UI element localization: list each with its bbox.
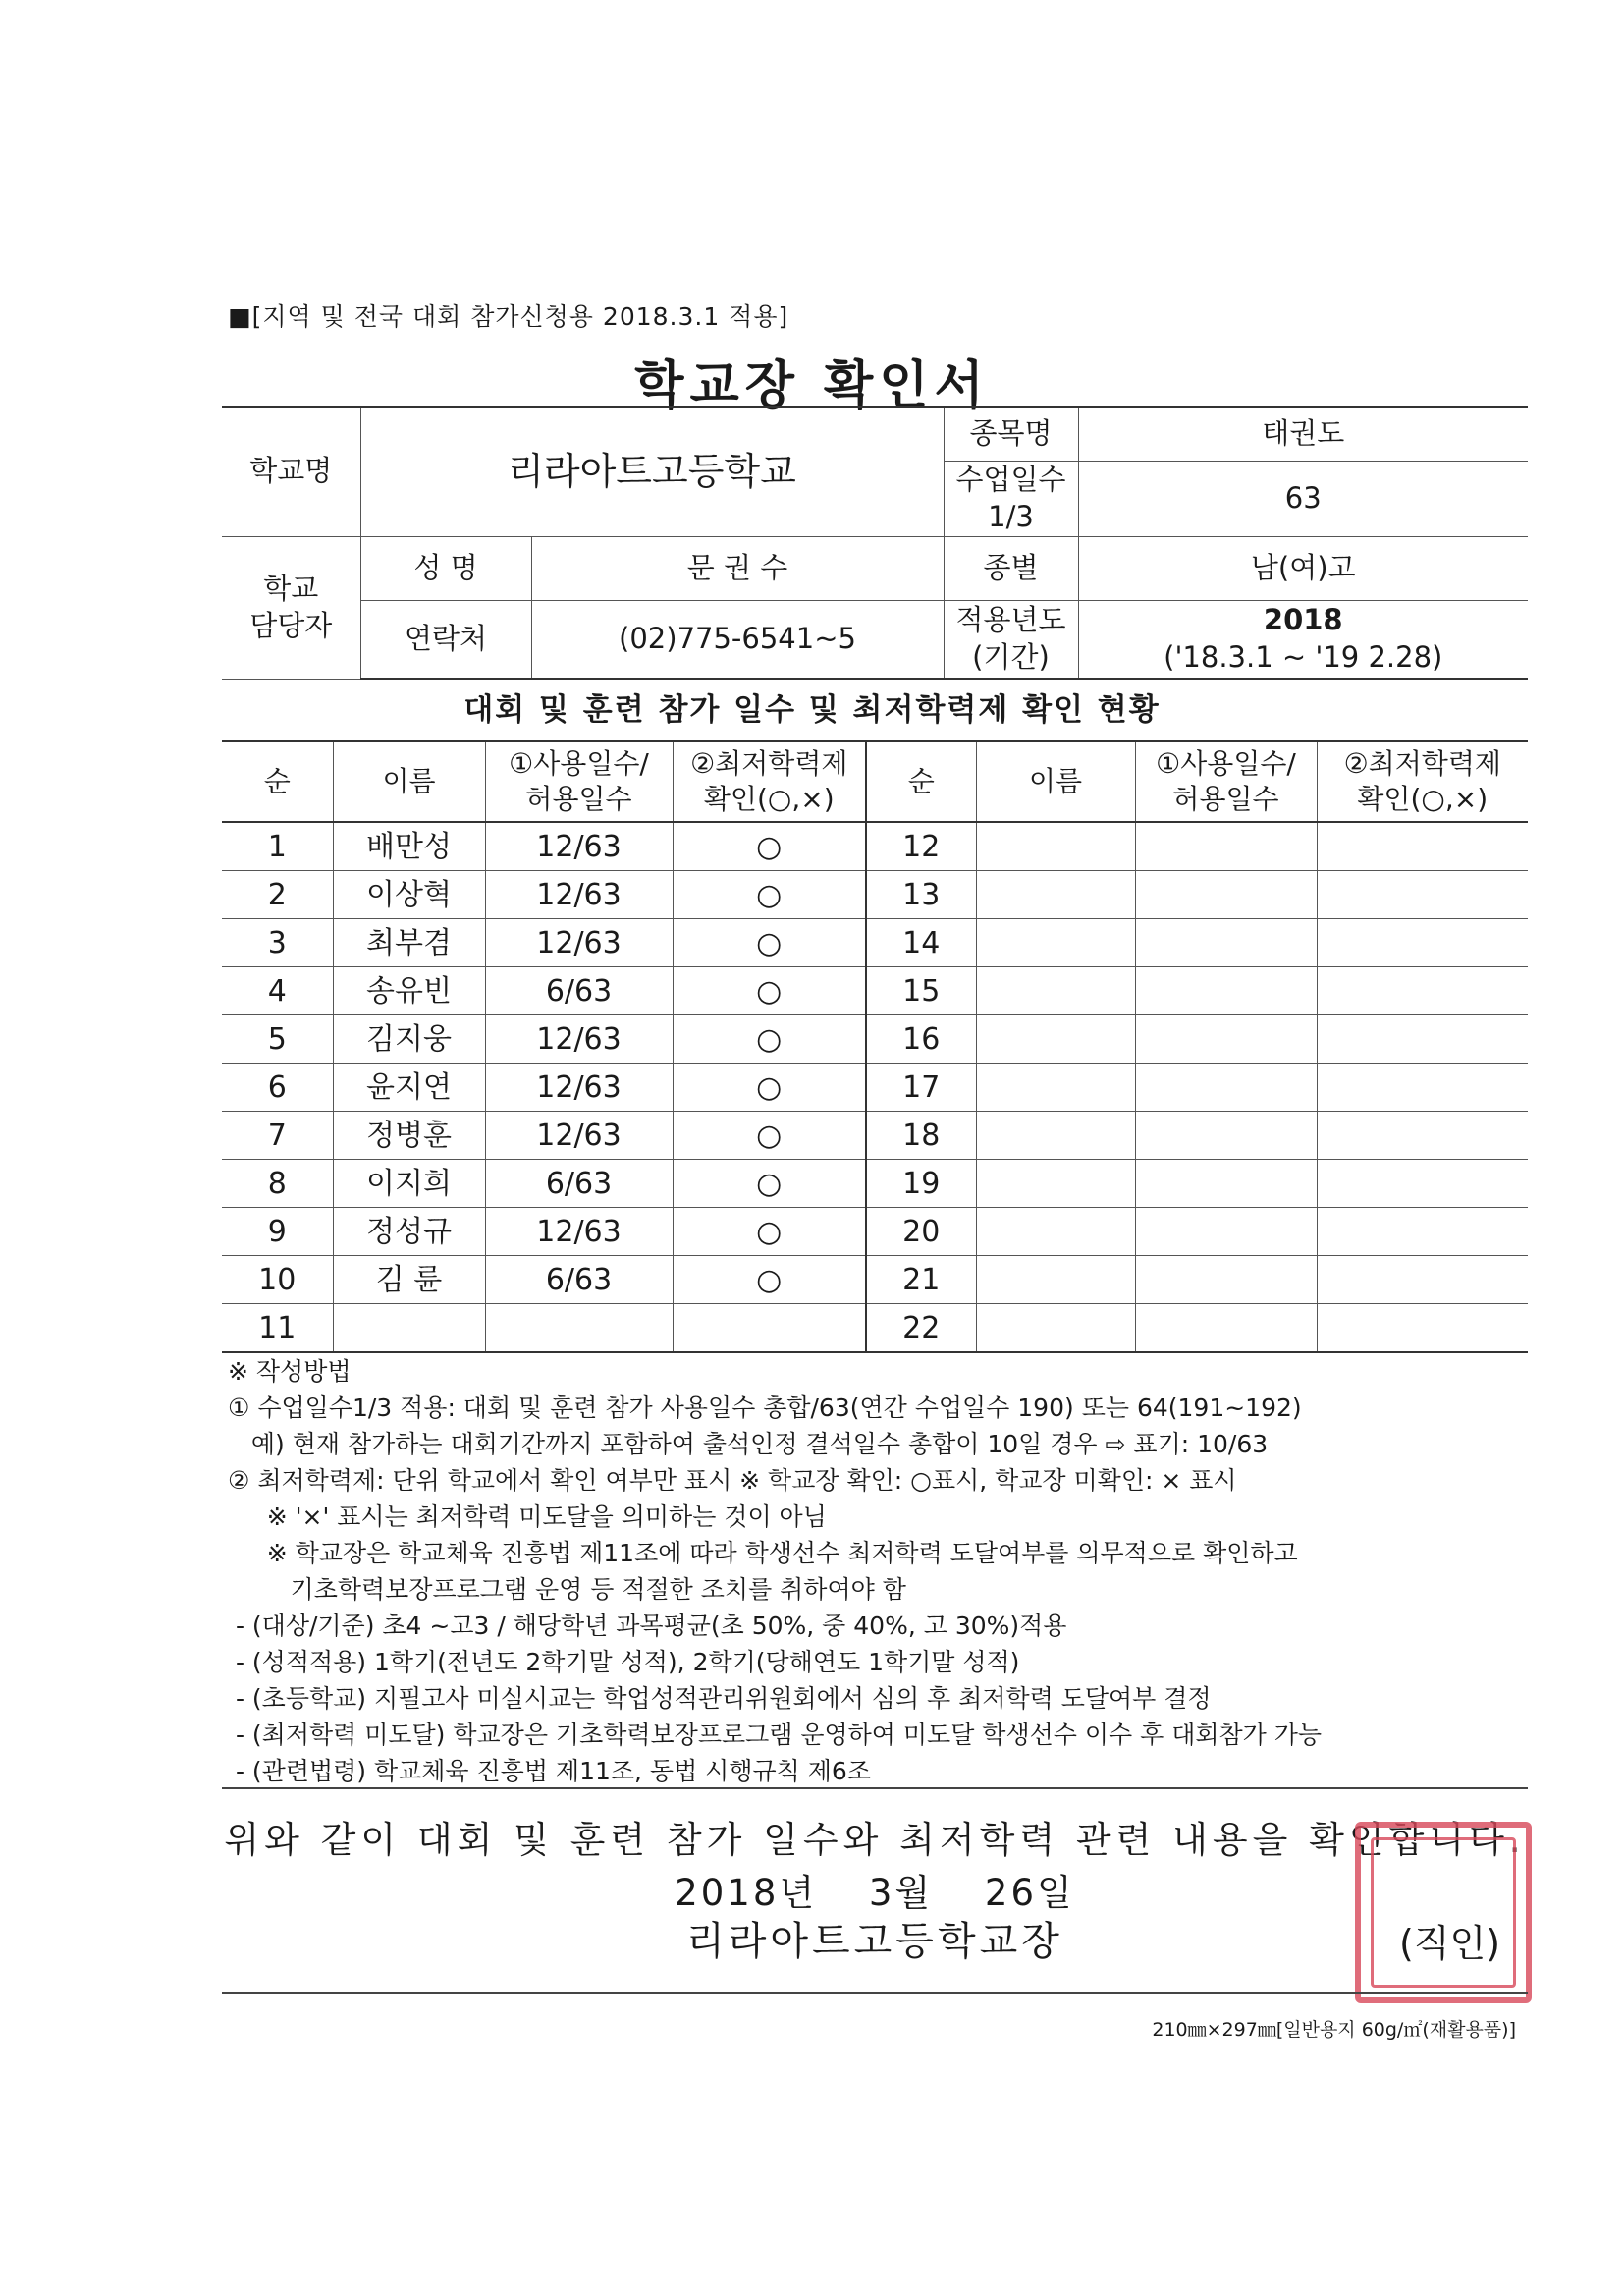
row-no-right: 16 xyxy=(866,1015,976,1064)
row-min-check-right xyxy=(1317,1304,1528,1353)
year-value xyxy=(1078,600,1528,679)
header-days-left xyxy=(485,741,673,822)
row-min-check-right xyxy=(1317,1112,1528,1160)
row-min-check-left: ○ xyxy=(673,1160,866,1208)
confirmation-statement: 위와 같이 대회 및 훈련 참가 일수와 최저학력 관련 내용을 확인합니다. xyxy=(224,1819,1526,1861)
header-days-left-line1: ①사용일수/ xyxy=(509,746,649,780)
contact-label: 연락처 xyxy=(360,600,531,679)
table-row xyxy=(222,967,1528,1015)
header-name-left: 이름 xyxy=(333,741,485,822)
row-no-right: 22 xyxy=(866,1304,976,1353)
row-name-left: 이상혁 xyxy=(333,871,485,919)
instructions xyxy=(228,1353,1534,1789)
roster-table xyxy=(222,740,1528,1353)
row-min-check-right xyxy=(1317,1256,1528,1304)
row-no-left: 8 xyxy=(222,1160,333,1208)
confirmation-date: 2018년 3월 26일 xyxy=(675,1872,1075,1914)
gender-label: 종별 xyxy=(944,536,1078,600)
row-min-check-left: ○ xyxy=(673,967,866,1015)
instruction-line: - (초등학교) 지필고사 미실시교는 학업성적관리위원회에서 심의 후 최저학력 도달여부 결정 xyxy=(228,1684,1212,1713)
row-min-check-left: ○ xyxy=(673,822,866,871)
row-days-left: 12/63 xyxy=(485,1064,673,1112)
school-info-table xyxy=(222,406,1528,680)
row-min-check-left: ○ xyxy=(673,1112,866,1160)
form-tag: ■[지역 및 전국 대회 참가신청용 2018.3.1 적용] xyxy=(228,302,789,331)
row-no-left: 7 xyxy=(222,1112,333,1160)
table-row xyxy=(222,1304,1528,1353)
manager-label xyxy=(222,536,360,679)
row-days-right xyxy=(1135,1256,1317,1304)
row-name-left: 송유빈 xyxy=(333,967,485,1015)
row-name-right xyxy=(976,1208,1135,1256)
school-name: 리라아트고등학교 xyxy=(360,407,944,536)
row-no-left: 2 xyxy=(222,871,333,919)
row-days-left: 12/63 xyxy=(485,1112,673,1160)
table-row xyxy=(222,1160,1528,1208)
header-min-left-line2: 확인(○,×) xyxy=(703,783,835,815)
school-days-label-line2: 1/3 xyxy=(988,499,1034,533)
row-name-right xyxy=(976,1112,1135,1160)
page-title: 학교장 확인서 xyxy=(634,356,990,415)
year-label-line1: 적용년도 xyxy=(955,603,1066,637)
row-min-check-left: ○ xyxy=(673,871,866,919)
header-days-right-line2: 허용일수 xyxy=(1172,783,1279,815)
row-days-left: 12/63 xyxy=(485,822,673,871)
table-row xyxy=(222,822,1528,871)
contact-value: (02)775-6541~5 xyxy=(531,600,944,679)
row-min-check-right xyxy=(1317,1160,1528,1208)
instruction-line: - (관련법령) 학교체육 진흥법 제11조, 동법 시행규칙 제6조 xyxy=(228,1757,871,1785)
instruction-line: ① 수업일수1/3 적용: 대회 및 훈련 참가 사용일수 총합/63(연간 수업일수 190) 또는 64(191~192) xyxy=(228,1394,1302,1422)
roster-subtitle: 대회 및 훈련 참가 일수 및 최저학력제 확인 현황 xyxy=(463,692,1161,728)
year-label-line2: (기간) xyxy=(972,639,1050,674)
row-days-left: 12/63 xyxy=(485,919,673,967)
header-days-right xyxy=(1135,741,1317,822)
school-days-label-line1: 수업일수 xyxy=(955,462,1066,496)
row-days-right xyxy=(1135,919,1317,967)
row-name-left: 최부겸 xyxy=(333,919,485,967)
row-no-right: 15 xyxy=(866,967,976,1015)
row-no-right: 14 xyxy=(866,919,976,967)
row-name-left: 정성규 xyxy=(333,1208,485,1256)
row-days-right xyxy=(1135,1304,1317,1353)
header-name-right: 이름 xyxy=(976,741,1135,822)
header-min-right xyxy=(1317,741,1528,822)
row-min-check-left: ○ xyxy=(673,919,866,967)
instruction-line: - (성적적용) 1학기(전년도 2학기말 성적), 2학기(당해연도 1학기말 성적) xyxy=(228,1648,1020,1676)
row-no-left: 6 xyxy=(222,1064,333,1112)
header-no-left: 순 xyxy=(222,741,333,822)
row-name-left: 배만성 xyxy=(333,822,485,871)
roster-body xyxy=(222,741,1528,1352)
row-min-check-right xyxy=(1317,822,1528,871)
row-min-check-left: ○ xyxy=(673,1208,866,1256)
table-row xyxy=(222,1208,1528,1256)
row-no-left: 10 xyxy=(222,1256,333,1304)
row-name-right xyxy=(976,871,1135,919)
row-name-left: 김 륜 xyxy=(333,1256,485,1304)
row-min-check-right xyxy=(1317,871,1528,919)
row-name-left: 김지웅 xyxy=(333,1015,485,1064)
bottom-divider xyxy=(222,1992,1528,1994)
row-days-left: 6/63 xyxy=(485,1160,673,1208)
year-label xyxy=(944,600,1078,679)
row-days-right xyxy=(1135,1064,1317,1112)
table-row xyxy=(222,919,1528,967)
instructions-heading: ※ 작성방법 xyxy=(228,1357,352,1386)
row-days-left: 12/63 xyxy=(485,1208,673,1256)
row-name-right xyxy=(976,919,1135,967)
sport-value: 태권도 xyxy=(1078,407,1528,461)
row-no-right: 13 xyxy=(866,871,976,919)
manager-label-line2: 담당자 xyxy=(249,608,333,642)
row-days-right xyxy=(1135,1160,1317,1208)
year-number: 2018 xyxy=(1263,603,1343,637)
row-days-left: 6/63 xyxy=(485,1256,673,1304)
row-no-right: 21 xyxy=(866,1256,976,1304)
row-days-left: 12/63 xyxy=(485,871,673,919)
seal-note: (직인) xyxy=(1399,1922,1501,1965)
row-name-left: 정병훈 xyxy=(333,1112,485,1160)
row-min-check-right xyxy=(1317,967,1528,1015)
row-days-right xyxy=(1135,1015,1317,1064)
row-no-right: 19 xyxy=(866,1160,976,1208)
row-name-right xyxy=(976,1256,1135,1304)
instruction-line: - (대상/기준) 초4 ~고3 / 해당학년 과목평균(초 50%, 중 40%, 고 30%)적용 xyxy=(228,1612,1067,1640)
row-name-left xyxy=(333,1304,485,1353)
header-min-left-line1: ②최저학력제 xyxy=(690,746,848,780)
row-min-check-left: ○ xyxy=(673,1256,866,1304)
row-name-right xyxy=(976,1160,1135,1208)
header-min-right-line1: ②최저학력제 xyxy=(1343,746,1501,780)
instruction-line: ※ 학교장은 학교체육 진흥법 제11조에 따라 학생선수 최저학력 도달여부를 의무적으로 확인하고 xyxy=(228,1539,1298,1567)
row-min-check-right xyxy=(1317,919,1528,967)
row-name-left: 이지희 xyxy=(333,1160,485,1208)
header-days-right-line1: ①사용일수/ xyxy=(1156,746,1296,780)
table-row xyxy=(222,1112,1528,1160)
row-min-check-left: ○ xyxy=(673,1015,866,1064)
gender-value: 남(여)고 xyxy=(1078,536,1528,600)
header-no-right: 순 xyxy=(866,741,976,822)
row-days-left xyxy=(485,1304,673,1353)
school-days-label xyxy=(944,461,1078,536)
row-min-check-right xyxy=(1317,1208,1528,1256)
row-days-right xyxy=(1135,1208,1317,1256)
instruction-line: ② 최저학력제: 단위 학교에서 확인 여부만 표시 ※ 학교장 확인: ○표시, 학교장 미확인: × 표시 xyxy=(228,1466,1237,1495)
school-days-value: 63 xyxy=(1078,461,1528,536)
row-no-left: 11 xyxy=(222,1304,333,1353)
row-name-right xyxy=(976,822,1135,871)
row-no-left: 5 xyxy=(222,1015,333,1064)
instruction-line: - (최저학력 미도달) 학교장은 기초학력보장프로그램 운영하여 미도달 학생선수 이수 후 대회참가 가능 xyxy=(228,1721,1323,1749)
school-label: 학교명 xyxy=(222,407,360,536)
header-days-left-line2: 허용일수 xyxy=(525,783,632,815)
name-value: 문 권 수 xyxy=(531,536,944,600)
manager-label-line1: 학교 xyxy=(263,571,319,605)
name-label: 성 명 xyxy=(360,536,531,600)
row-name-right xyxy=(976,1304,1135,1353)
row-no-left: 3 xyxy=(222,919,333,967)
row-name-right xyxy=(976,1015,1135,1064)
row-name-right xyxy=(976,967,1135,1015)
row-no-right: 12 xyxy=(866,822,976,871)
row-days-right xyxy=(1135,822,1317,871)
header-min-right-line2: 확인(○,×) xyxy=(1357,783,1489,815)
divider xyxy=(222,1787,1528,1789)
row-min-check-left: ○ xyxy=(673,1064,866,1112)
table-row xyxy=(222,1064,1528,1112)
row-no-left: 9 xyxy=(222,1208,333,1256)
principal-signature: 리라아트고등학교장 xyxy=(686,1919,1063,1964)
row-days-right xyxy=(1135,967,1317,1015)
table-row xyxy=(222,1015,1528,1064)
sport-label: 종목명 xyxy=(944,407,1078,461)
table-row xyxy=(222,871,1528,919)
instruction-line: 기초학력보장프로그램 운영 등 적절한 조치를 취하여야 함 xyxy=(228,1575,906,1604)
row-no-right: 17 xyxy=(866,1064,976,1112)
row-min-check-left xyxy=(673,1304,866,1353)
year-period: ('18.3.1 ~ '19 2.28) xyxy=(1164,639,1443,674)
row-name-left: 윤지연 xyxy=(333,1064,485,1112)
header-min-left xyxy=(673,741,866,822)
row-days-left: 12/63 xyxy=(485,1015,673,1064)
instruction-line: ※ '×' 표시는 최저학력 미도달을 의미하는 것이 아님 xyxy=(228,1503,827,1531)
row-no-left: 1 xyxy=(222,822,333,871)
table-row xyxy=(222,1256,1528,1304)
row-min-check-right xyxy=(1317,1015,1528,1064)
instruction-line: 예) 현재 참가하는 대회기간까지 포함하여 출석인정 결석일수 총합이 10일 경우 ⇨ 표기: 10/63 xyxy=(228,1430,1269,1458)
row-days-left: 6/63 xyxy=(485,967,673,1015)
row-no-right: 18 xyxy=(866,1112,976,1160)
row-name-right xyxy=(976,1064,1135,1112)
roster-header-row xyxy=(222,741,1528,822)
row-no-left: 4 xyxy=(222,967,333,1015)
paper-spec: 210㎜×297㎜[일반용지 60g/㎡(재활용품)] xyxy=(1152,2019,1516,2041)
instructions-lines xyxy=(228,1390,1534,1789)
row-no-right: 20 xyxy=(866,1208,976,1256)
row-days-right xyxy=(1135,1112,1317,1160)
row-days-right xyxy=(1135,871,1317,919)
row-min-check-right xyxy=(1317,1064,1528,1112)
